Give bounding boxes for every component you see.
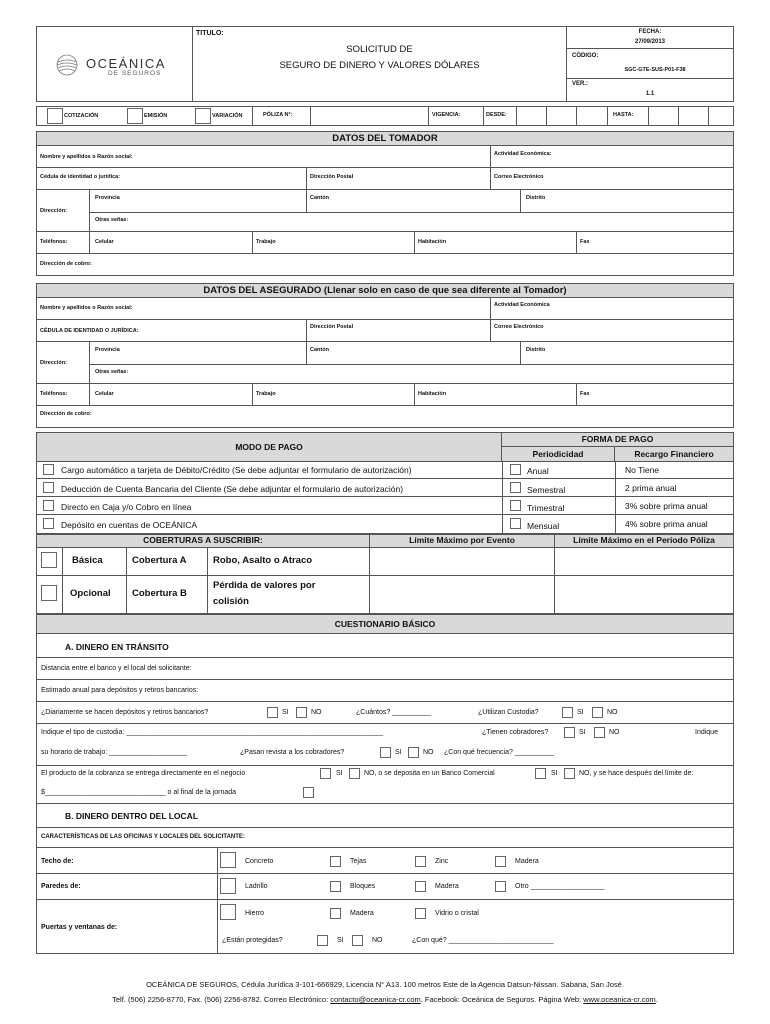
company-logo — [56, 54, 78, 76]
paredes-otro-label: Otro ___________________ — [515, 883, 605, 890]
producto-si-checkbox[interactable] — [320, 768, 331, 779]
puertas-row — [36, 900, 734, 954]
periodo-mensual-label: Mensual — [527, 521, 560, 531]
deposita-label: NO, o se deposita en un Banco Comercial — [364, 770, 495, 777]
tomador-trabajo-label: Trabajo — [256, 239, 276, 245]
footer-line2 — [0, 995, 770, 1004]
footer-end: . — [655, 995, 658, 1004]
paredes-ladrillo-label: Ladrillo — [245, 883, 268, 890]
cobradores-si-label: SI — [579, 729, 586, 736]
cuantos-label: ¿Cuántos? __________ — [356, 709, 432, 716]
asegurado-canton-label: Cantón — [310, 347, 329, 353]
limite-periodo-header: Límite Máximo en el Período Póliza — [554, 535, 733, 547]
tomador-row-cobro — [36, 254, 734, 276]
protegidas-no-label: NO — [372, 937, 383, 944]
modo-pago-2-checkbox[interactable] — [43, 482, 54, 493]
asegurado-provincia-label: Provincia — [95, 347, 120, 353]
fecha-value: 27/09/2013 — [634, 39, 666, 45]
recargo-2: 2 prima anual — [625, 483, 677, 493]
paredes-madera-label: Madera — [435, 883, 459, 890]
cuestionario-title: CUESTIONARIO BÁSICO — [36, 614, 734, 634]
asegurado-dir-postal-label: Dirección Postal — [310, 324, 354, 330]
revista-si-label: SI — [395, 749, 402, 756]
producto-label: El producto de la cobranza se entrega directamente en el negocio — [41, 770, 246, 777]
coberturas-title: COBERTURAS A SUSCRIBIR: — [37, 535, 369, 547]
cobertura-b-desc-1: Pérdida de valores por — [213, 580, 316, 591]
paredes-row — [36, 874, 734, 900]
final-jornada-checkbox[interactable] — [303, 787, 314, 798]
modo-pago-title: MODO DE PAGO — [37, 433, 502, 461]
banco-si-label: SI — [551, 770, 558, 777]
recargo-4: 4% sobre prima anual — [625, 519, 708, 529]
cobradores-si-checkbox[interactable] — [564, 727, 575, 738]
puertas-hierro-checkbox[interactable] — [220, 904, 236, 920]
modo-pago-2-label: Deducción de Cuenta Bancaria del Cliente (Se debe adjuntar el formulario de autorización) — [61, 484, 404, 494]
banco-no-checkbox[interactable] — [564, 768, 575, 779]
frecuencia-label: ¿Con qué frecuencia? __________ — [444, 749, 554, 756]
distancia-label: Distancia entre el banco y el local del solicitante: — [41, 665, 192, 672]
tomador-telefonos-label: Teléfonos: — [40, 239, 68, 245]
techo-zinc-checkbox[interactable] — [415, 856, 426, 867]
asegurado-nombre-label: Nombre y apellidos o Razón social: — [40, 305, 133, 311]
banco-si-checkbox[interactable] — [535, 768, 546, 779]
asegurado-cedula-label: CÉDULA DE IDENTIDAD O JURÍDICA: — [40, 328, 139, 334]
revista-no-checkbox[interactable] — [408, 747, 419, 758]
basica-label: Básica — [72, 555, 103, 566]
tomador-otras-label: Otras señas: — [95, 217, 129, 223]
periodo-anual-checkbox[interactable] — [510, 464, 521, 475]
forma-pago-title: FORMA DE PAGO — [502, 433, 733, 446]
codigo-label: CÓDIGO: — [572, 53, 599, 59]
revista-si-checkbox[interactable] — [380, 747, 391, 758]
tomador-cobro-label: Dirección de cobro: — [40, 261, 92, 267]
estimado-label: Estimado anual para depósitos y retiros bancarios: — [41, 687, 199, 694]
diariamente-no-checkbox[interactable] — [296, 707, 307, 718]
utilizan-custodia-label: ¿Utilizan Custodia? — [478, 709, 539, 716]
producto-si-label: SI — [336, 770, 343, 777]
techo-tejas-label: Tejas — [350, 858, 367, 865]
asegurado-row-cobro — [36, 406, 734, 428]
tomador-row-nombre — [36, 146, 734, 168]
puertas-madera-checkbox[interactable] — [330, 908, 341, 919]
asegurado-celular-label: Celular — [95, 391, 114, 397]
paredes-label: Paredes de: — [41, 883, 81, 890]
techo-concreto-checkbox[interactable] — [220, 852, 236, 868]
sec-a-title: A. DINERO EN TRÁNSITO — [65, 642, 169, 652]
techo-madera-label: Madera — [515, 858, 539, 865]
tomador-direccion-label: Dirección: — [40, 208, 67, 214]
footer-contact-text: Telf. (506) 2256-8770, Fax. (506) 2256-8782. Correo Electrónico: — [112, 995, 331, 1004]
ver-value: 1.1 — [645, 91, 655, 97]
techo-label: Techo de: — [41, 858, 74, 865]
logo-icon — [56, 54, 78, 76]
paredes-bloques-label: Bloques — [350, 883, 376, 890]
asegurado-row-telefonos — [36, 384, 734, 406]
protegidas-label: ¿Están protegidas? — [222, 937, 283, 944]
protegidas-si-label: SI — [337, 937, 344, 944]
asegurado-row-cedula — [36, 320, 734, 342]
puertas-hierro-label: Hierro — [245, 910, 265, 917]
cobradores-no-checkbox[interactable] — [594, 727, 605, 738]
footer-facebook-text: . Facebook: Oceánica de Seguros. Página Web: — [420, 995, 584, 1004]
asegurado-habitacion-label: Habitación — [418, 391, 447, 397]
emision-checkbox[interactable] — [127, 108, 143, 124]
despues-label: NO, y se hace después del límite de: — [579, 770, 694, 777]
paredes-bloques-checkbox[interactable] — [330, 881, 341, 892]
tomador-cedula-label: Cédula de identidad o jurídica: — [40, 174, 121, 180]
periodo-semestral-checkbox[interactable] — [510, 482, 521, 493]
asegurado-trabajo-label: Trabajo — [256, 391, 276, 397]
tomador-distrito-label: Distrito — [526, 195, 546, 201]
form-title-line2: SEGURO DE DINERO Y VALORES DÓLARES — [279, 60, 480, 71]
paredes-otro-checkbox[interactable] — [495, 881, 506, 892]
periodo-anual-label: Anual — [527, 466, 549, 476]
techo-concreto-label: Concreto — [245, 858, 274, 865]
vigencia-label: VIGENCIA: — [432, 112, 461, 118]
asegurado-otras-label: Otras señas: — [95, 369, 129, 375]
paredes-ladrillo-checkbox[interactable] — [220, 878, 236, 894]
custodia-si-label: SI — [577, 709, 584, 716]
footer-line1: OCEÁNICA DE SEGUROS, Cédula Jurídica 3-101-666929, Licencia N° A13. 100 metros Este de la Agencia Datsun-Nissan. Sabana, San José. — [146, 980, 624, 989]
puertas-vidrio-checkbox[interactable] — [415, 908, 426, 919]
asegurado-telefonos-label: Teléfonos: — [40, 391, 68, 397]
opcional-checkbox[interactable] — [41, 585, 57, 601]
diariamente-label: ¿Diariamente se hacen depósitos y retiros bancarios? — [41, 709, 209, 716]
protegidas-no-checkbox[interactable] — [352, 935, 363, 946]
tomador-section-title: DATOS DEL TOMADOR — [36, 131, 734, 146]
custodia-si-checkbox[interactable] — [562, 707, 573, 718]
recargo-3: 3% sobre prima anual — [625, 501, 708, 511]
protegidas-si-checkbox[interactable] — [317, 935, 328, 946]
tomador-row-telefonos — [36, 232, 734, 254]
cotizacion-checkbox[interactable] — [47, 108, 63, 124]
asegurado-distrito-label: Distrito — [526, 347, 546, 353]
tomador-fax-label: Fax — [580, 239, 590, 245]
variacion-label: VARIACIÓN — [212, 113, 243, 119]
horario-label: su horario de trabajo: ____________________ — [41, 749, 187, 756]
techo-madera-checkbox[interactable] — [495, 856, 506, 867]
diariamente-si-checkbox[interactable] — [267, 707, 278, 718]
asegurado-section-title: DATOS DEL ASEGURADO (Llenar solo en caso de que sea diferente al Tomador) — [36, 283, 734, 298]
modo-pago-3-checkbox[interactable] — [43, 500, 54, 511]
desde-label: DESDE: — [486, 112, 507, 118]
recargo-header: Recargo Financiero — [615, 446, 733, 461]
tomador-actividad-label: Actividad Económica: — [494, 151, 552, 157]
modo-pago-4-label: Depósito en cuentas de OCEÁNICA — [61, 520, 198, 530]
fecha-label: FECHA: — [638, 29, 662, 35]
periodo-trimestral-label: Trimestral — [527, 503, 565, 513]
cobradores-no-label: NO — [609, 729, 620, 736]
periodo-trimestral-checkbox[interactable] — [510, 500, 521, 511]
emision-label: EMISIÓN — [144, 113, 168, 119]
hasta-label: HASTA: — [613, 112, 634, 118]
revista-no-label: NO — [423, 749, 434, 756]
modo-pago-4-checkbox[interactable] — [43, 518, 54, 529]
techo-zinc-label: Zinc — [435, 858, 449, 865]
footer-web-link[interactable]: www.oceanica-cr.com — [583, 995, 656, 1004]
cobertura-a-desc: Robo, Asalto o Atraco — [213, 555, 313, 566]
asegurado-row-direccion — [36, 342, 734, 384]
asegurado-cobro-label: Dirección de cobro: — [40, 411, 92, 417]
periodo-mensual-checkbox[interactable] — [510, 518, 521, 529]
tomador-celular-label: Celular — [95, 239, 114, 245]
codigo-value: SGC-GTE-SUS-P01-F38 — [624, 67, 686, 73]
tienen-cobradores-label: ¿Tienen cobradores? — [482, 729, 549, 736]
sec-b-title: B. DINERO DENTRO DEL LOCAL — [65, 811, 199, 821]
puertas-vidrio-label: Vidrio o cristal — [435, 910, 479, 917]
asegurado-direccion-label: Dirección: — [40, 360, 67, 366]
puertas-madera-label: Madera — [350, 910, 374, 917]
footer-email-link[interactable]: contacto@oceanica-cr.com — [330, 995, 421, 1004]
caracteristicas-label: CARACTERÍSTICAS DE LAS OFICINAS Y LOCALES DEL SOLICITANTE: — [41, 834, 245, 840]
tipo-custodia-label: Indique el tipo de custodia: __________________________________________________________________ — [41, 729, 384, 736]
producto-no-checkbox[interactable] — [349, 768, 360, 779]
custodia-no-label: NO — [607, 709, 618, 716]
modo-pago-1-checkbox[interactable] — [43, 464, 54, 475]
asegurado-correo-label: Correo Electrónico — [494, 324, 544, 330]
logo-name: OCEÁNICA — [86, 56, 166, 71]
pasan-revista-label: ¿Pasan revista a los cobradores? — [240, 749, 345, 756]
logo-sub: DE SEGUROS — [108, 70, 162, 77]
modo-pago-3-label: Directo en Caja y/o Cobro en línea — [61, 502, 192, 512]
paredes-madera-checkbox[interactable] — [415, 881, 426, 892]
diariamente-no-label: NO — [311, 709, 322, 716]
opcional-label: Opcional — [70, 588, 111, 599]
tomador-correo-label: Correo Electrónico — [494, 174, 544, 180]
indique-label: Indique — [695, 729, 718, 736]
periodo-semestral-label: Semestral — [527, 485, 566, 495]
dollar-line-label: $_______________________________ o al final de la jornada — [41, 789, 237, 796]
tomador-provincia-label: Provincia — [95, 195, 120, 201]
tomador-nombre-label: Nombre y apellidos o Razón social: — [40, 154, 133, 160]
poliza-input[interactable] — [312, 108, 426, 124]
tomador-row-cedula — [36, 168, 734, 190]
con-que-label: ¿Con qué? ___________________________ — [412, 937, 554, 944]
poliza-label: PÓLIZA N°: — [263, 112, 293, 118]
basica-checkbox[interactable] — [41, 552, 57, 568]
cobertura-b-desc-2: colisión — [213, 596, 249, 607]
tomador-habitacion-label: Habitación — [418, 239, 447, 245]
cobertura-a-label: Cobertura A — [132, 555, 187, 566]
variacion-checkbox[interactable] — [195, 108, 211, 124]
ver-label: VER.: — [572, 81, 589, 87]
techo-tejas-checkbox[interactable] — [330, 856, 341, 867]
modo-pago-1-label: Cargo automático a tarjeta de Débito/Crédito (Se debe adjuntar el formulario de autorización) — [61, 465, 412, 475]
tomador-row-direccion — [36, 190, 734, 232]
cotizacion-label: COTIZACIÓN — [64, 113, 99, 119]
asegurado-row-nombre — [36, 298, 734, 320]
tomador-canton-label: Cantón — [310, 195, 329, 201]
techo-row — [36, 848, 734, 874]
limite-evento-header: Límite Máximo por Evento — [369, 535, 554, 547]
asegurado-actividad-label: Actividad Económica — [494, 302, 550, 308]
form-title-line1: SOLICITUD DE — [346, 44, 413, 55]
recargo-1: No Tiene — [625, 465, 660, 475]
cobertura-b-label: Cobertura B — [132, 588, 187, 599]
asegurado-fax-label: Fax — [580, 391, 590, 397]
puertas-label: Puertas y ventanas de: — [41, 924, 118, 931]
titulo-label: TITULO: — [196, 30, 224, 37]
diariamente-si-label: SI — [282, 709, 289, 716]
tomador-dir-postal-label: Dirección Postal — [310, 174, 354, 180]
custodia-no-checkbox[interactable] — [592, 707, 603, 718]
periodicidad-header: Periodicidad — [502, 446, 615, 461]
